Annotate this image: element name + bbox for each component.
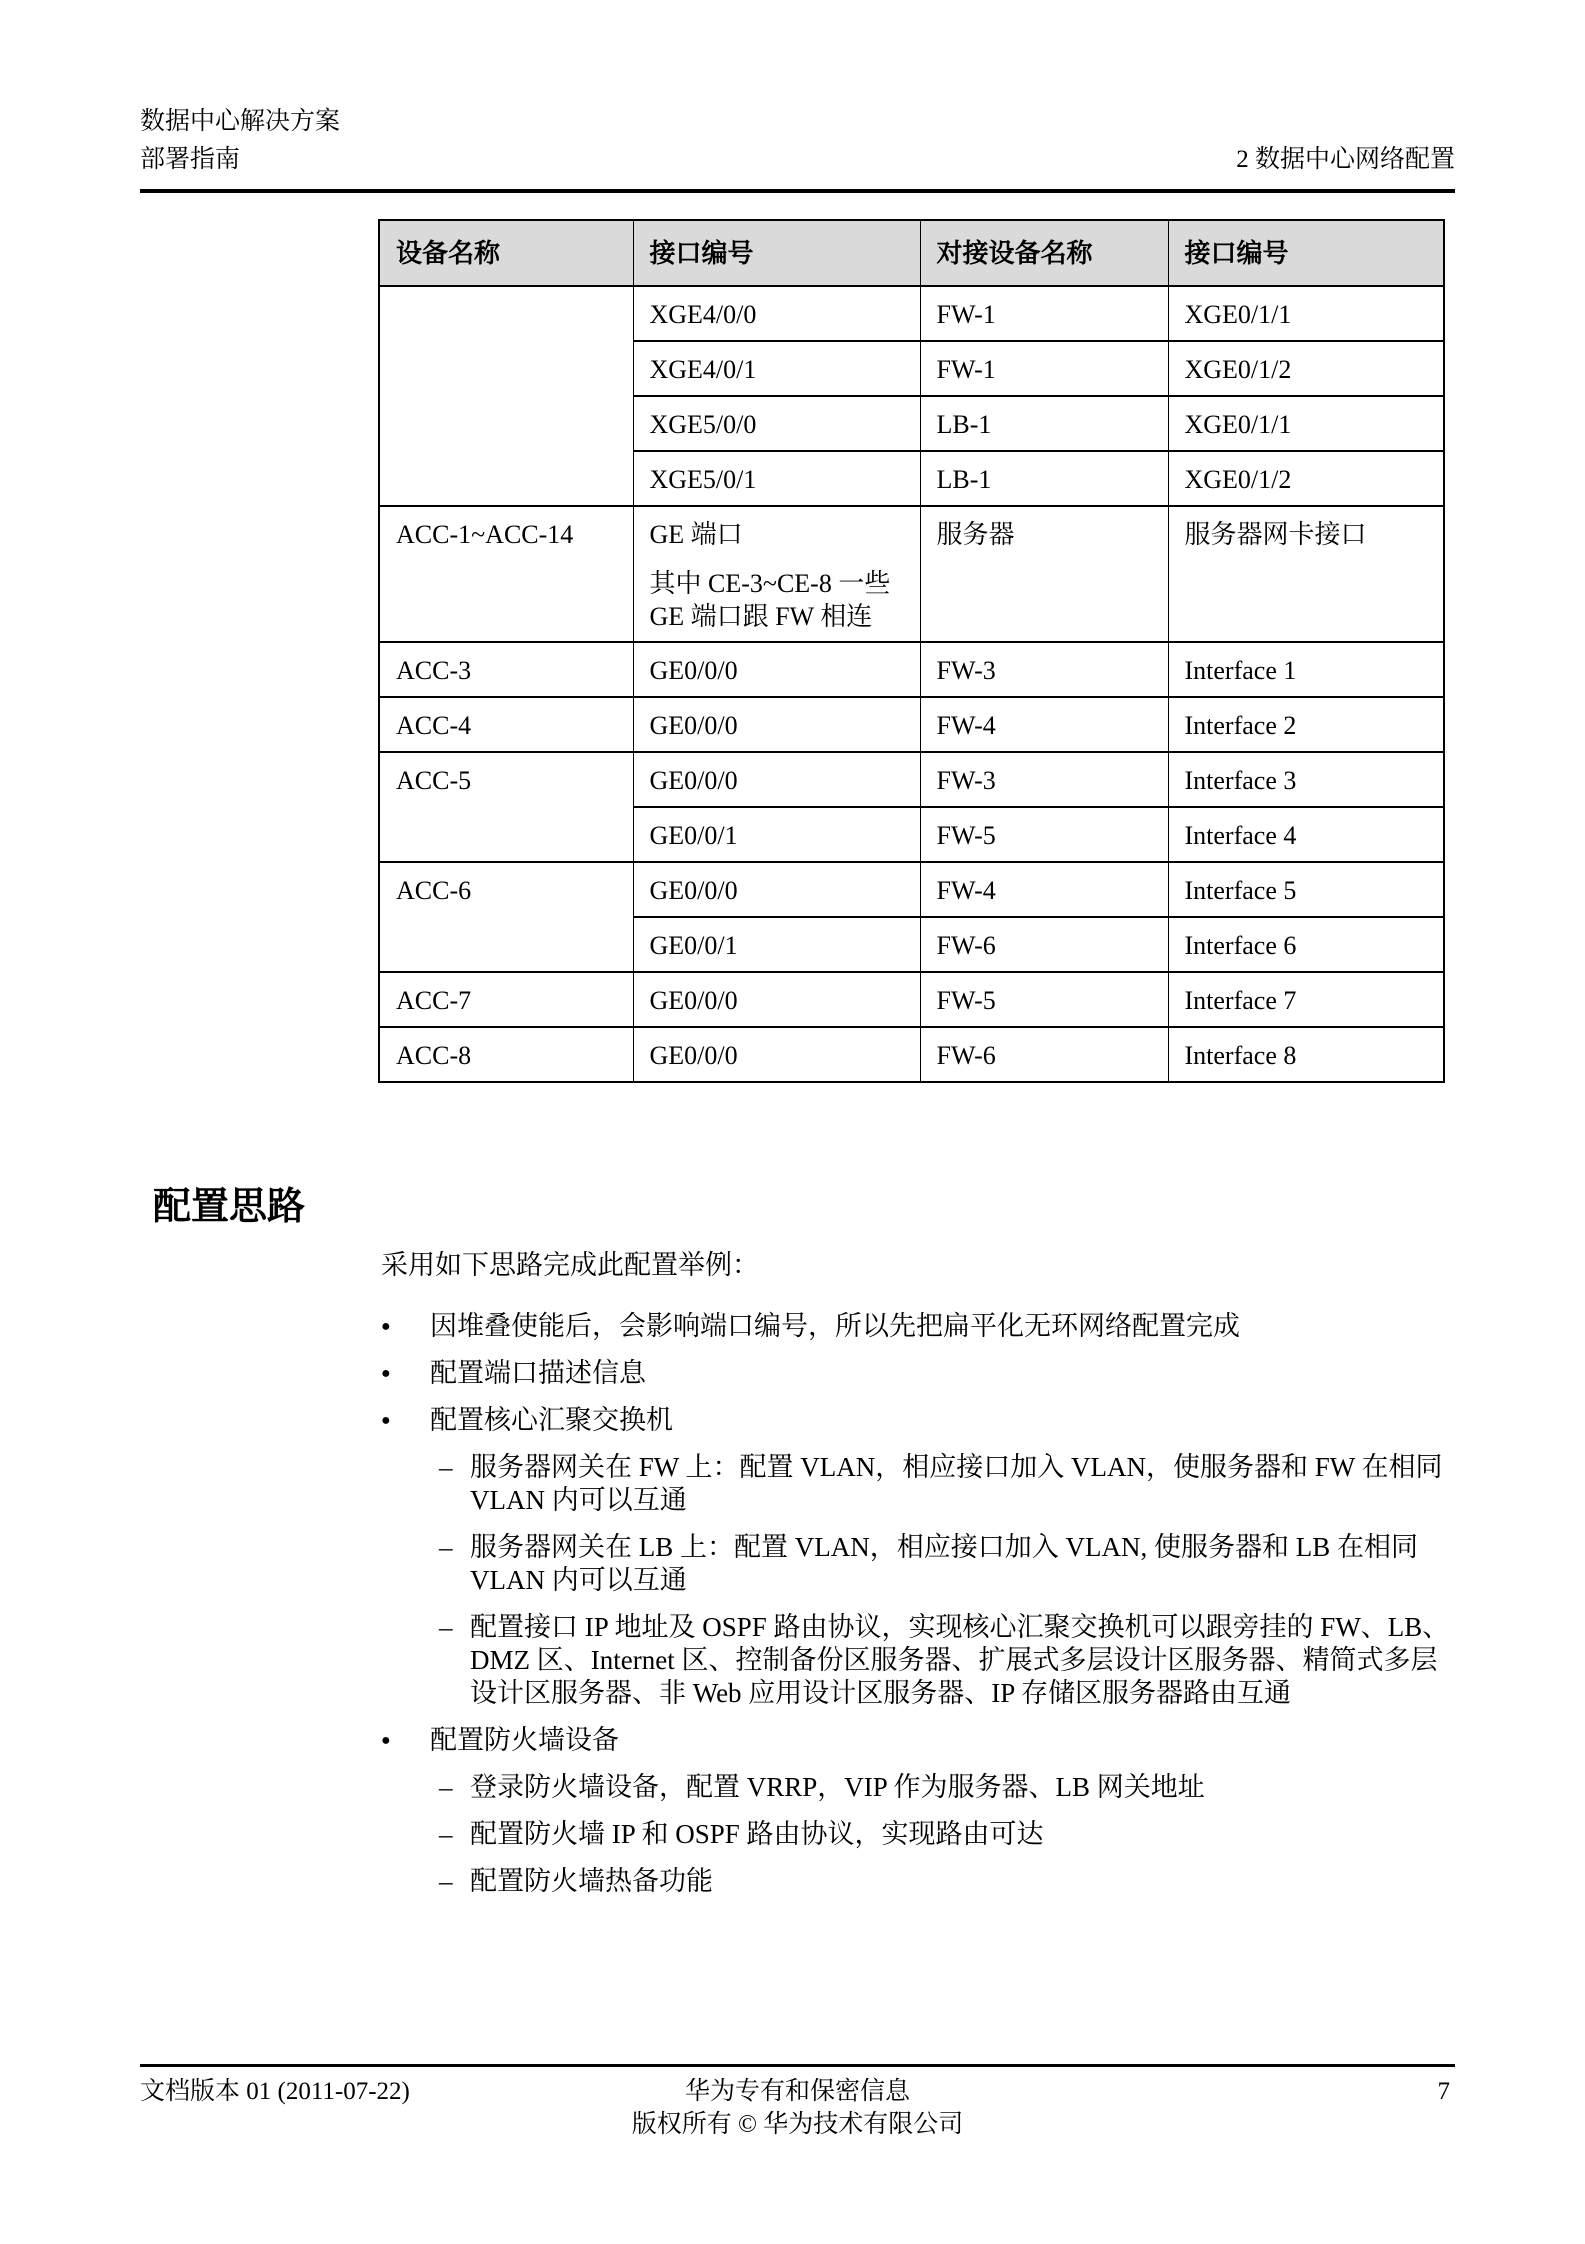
table-cell: GE0/0/0 [633,752,920,807]
footer-copyright: 版权所有 © 华为技术有限公司 [631,2111,964,2138]
footer-row [140,2075,1455,2141]
table-cell: GE0/0/0 [633,642,920,697]
dash-icon: – [439,1772,453,1802]
header-doc-subtitle: 部署指南 [140,146,241,173]
bullet-list [381,1310,1455,1898]
dash-icon: – [439,1452,453,1482]
sub-bullet-text: 登录防火墙设备，配置 VRRP，VIP 作为服务器、LB 网关地址 [470,1772,1205,1802]
sub-bullet-item [439,1865,1455,1898]
bullet-text: 因堆叠使能后，会影响端口编号，所以先把扁平化无环网络配置完成 [430,1311,1240,1341]
table-cell: ACC-8 [379,1027,633,1082]
sub-bullet-text: 配置接口 IP 地址及 OSPF 路由协议，实现核心汇聚交换机可以跟旁挂的 FW、LB、DMZ 区、Internet 区、控制备份区服务器、扩展式多层设计区服务器、精简式多层设计区服务器、非 Web 应用设计区服务器、IP 存储区服务器路由互通 [470,1612,1450,1708]
footer-doc-version: 文档版本 01 (2011-07-22) [140,2078,410,2105]
bullet-text-block [430,1404,1455,1710]
table-cell-paragraph: 其中 CE-3~CE-8 一些 GE 端口跟 FW 相连 [649,569,891,631]
header-chapter-title: 2 数据中心网络配置 [1236,146,1455,173]
table-header [379,220,1444,286]
table-cell: FW-3 [920,752,1168,807]
bullet-icon: ● [381,1318,391,1335]
bullet-icon: ● [381,1732,391,1749]
table-row [379,862,1444,917]
section-title: 配置思路 [153,1186,306,1228]
table-cell: XGE5/0/1 [633,451,920,506]
table-row [379,642,1444,697]
port-mapping-table [378,219,1445,1083]
table-body [379,286,1444,1082]
table-cell: Interface 5 [1168,862,1444,917]
table-cell: GE0/0/0 [633,1027,920,1082]
sub-bullet-text: 配置防火墙 IP 和 OSPF 路由协议，实现路由可达 [470,1819,1044,1849]
table-cell: XGE4/0/1 [633,341,920,396]
table-row [379,506,1444,642]
table-cell: LB-1 [920,451,1168,506]
bullet-icon: ● [381,1412,391,1429]
table-cell-paragraph: GE 端口 [649,520,743,549]
table-cell: 服务器 [920,506,1168,642]
table-cell: ACC-5 [379,752,633,862]
table-cell: ACC-4 [379,697,633,752]
table-cell: Interface 6 [1168,917,1444,972]
table-cell: GE0/0/0 [633,972,920,1027]
sub-bullet-item [439,1818,1455,1851]
table-cell: XGE0/1/2 [1168,341,1444,396]
dash-icon: – [439,1532,453,1562]
table-cell: GE0/0/1 [633,807,920,862]
page-header [140,103,1455,193]
table-cell: 服务器网卡接口 [1168,506,1444,642]
table-cell: XGE5/0/0 [633,396,920,451]
bullet-text-block [430,1724,1455,1898]
bullet-item [381,1357,1455,1390]
table-cell: Interface 7 [1168,972,1444,1027]
table-cell: Interface 3 [1168,752,1444,807]
header-left [140,103,340,179]
table-row [379,697,1444,752]
bullet-text-block [430,1310,1455,1343]
table-cell: ACC-7 [379,972,633,1027]
table-cell: XGE4/0/0 [633,286,920,341]
table-cell: FW-3 [920,642,1168,697]
table-cell: GE0/0/0 [633,862,920,917]
table-cell: FW-1 [920,286,1168,341]
table-cell: XGE0/1/2 [1168,451,1444,506]
footer-page-number: 7 [1437,2078,1450,2105]
sub-bullet-text: 配置防火墙热备功能 [470,1866,713,1896]
table-cell: GE0/0/0 [633,697,920,752]
bullet-icon: ● [381,1365,391,1382]
table-cell: LB-1 [920,396,1168,451]
table-cell: ACC-3 [379,642,633,697]
table-cell: Interface 1 [1168,642,1444,697]
dash-icon: – [439,1612,453,1642]
column-header: 接口编号 [633,220,920,286]
table-cell: FW-5 [920,807,1168,862]
sub-bullet-text: 服务器网关在 FW 上：配置 VLAN，相应接口加入 VLAN，使服务器和 FW 在相同 VLAN 内可以互通 [470,1452,1443,1515]
sub-bullet-item [439,1451,1455,1517]
table-cell: Interface 8 [1168,1027,1444,1082]
table-cell: XGE0/1/1 [1168,396,1444,451]
sub-bullet-item [439,1611,1455,1710]
table-cell: Interface 2 [1168,697,1444,752]
table-row [379,286,1444,341]
table-cell: FW-4 [920,697,1168,752]
dash-icon: – [439,1866,453,1896]
table-cell: XGE0/1/1 [1168,286,1444,341]
bullet-text: 配置核心汇聚交换机 [430,1405,673,1435]
bullet-item [381,1404,1455,1710]
column-header: 设备名称 [379,220,633,286]
table-row [379,752,1444,807]
page-footer [140,2064,1455,2141]
table-cell [379,286,633,506]
header-doc-title: 数据中心解决方案 [140,108,341,135]
section-intro: 采用如下思路完成此配置举例： [381,1250,759,1280]
dash-icon: – [439,1819,453,1849]
table-row [379,972,1444,1027]
table-cell: Interface 4 [1168,807,1444,862]
table-cell: FW-6 [920,917,1168,972]
table-cell: FW-6 [920,1027,1168,1082]
bullet-text: 配置端口描述信息 [430,1358,646,1388]
column-header: 接口编号 [1168,220,1444,286]
table-cell: ACC-6 [379,862,633,972]
sub-bullet-item [439,1771,1455,1804]
bullet-text: 配置防火墙设备 [430,1725,619,1755]
footer-confidential-notice: 华为专有和保密信息 [684,2078,910,2105]
table-cell: ACC-1~ACC-14 [379,506,633,642]
bullet-text-block [430,1357,1455,1390]
bullet-item [381,1724,1455,1898]
sub-bullet-item [439,1531,1455,1597]
table-row [379,1027,1444,1082]
table-cell: FW-1 [920,341,1168,396]
table-header-row [379,220,1444,286]
table-cell: FW-5 [920,972,1168,1027]
table-cell: GE0/0/1 [633,917,920,972]
bullet-item [381,1310,1455,1343]
table-cell [633,506,920,642]
sub-bullet-text: 服务器网关在 LB 上：配置 VLAN，相应接口加入 VLAN, 使服务器和 LB 在相同 VLAN 内可以互通 [470,1532,1418,1595]
column-header: 对接设备名称 [920,220,1168,286]
table-cell: FW-4 [920,862,1168,917]
